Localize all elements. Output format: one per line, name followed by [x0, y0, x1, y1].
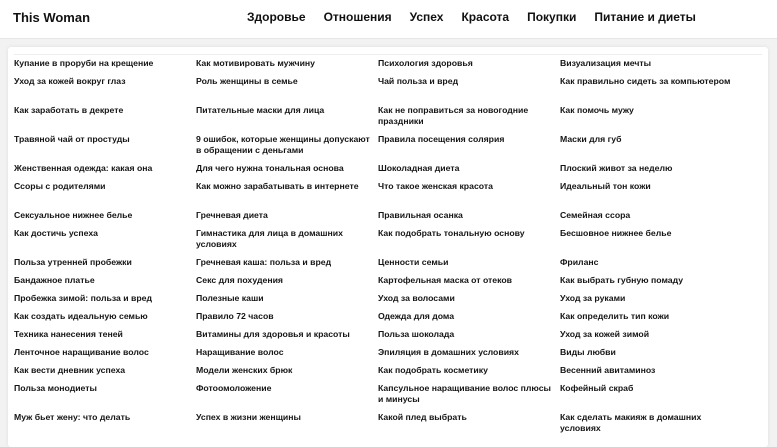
article-list-card: [8, 47, 768, 447]
article-link[interactable]: Капсульное наращивание волос плюсы и минусы: [378, 383, 551, 404]
site-logo[interactable]: This Woman: [13, 10, 91, 25]
article-link[interactable]: Уход за волосами: [378, 293, 455, 303]
article-link[interactable]: Гречневая диета: [196, 210, 268, 220]
article-link[interactable]: Ссоры с родителями: [14, 181, 106, 191]
article-link[interactable]: Эпиляция в домашних условиях: [378, 347, 519, 357]
article-link[interactable]: Роль женщины в семье: [196, 76, 298, 86]
article-link[interactable]: Психология здоровья: [378, 58, 473, 68]
main-nav: [247, 10, 714, 24]
article-link[interactable]: Правило 72 часов: [196, 311, 274, 321]
article-link[interactable]: Секс для похудения: [196, 275, 283, 285]
article-link[interactable]: Для чего нужна тональная основа: [196, 163, 344, 173]
article-link[interactable]: Как подобрать тональную основу: [378, 228, 525, 238]
article-link[interactable]: 9 ошибок, которые женщины допускают в обращении с деньгами: [196, 134, 370, 155]
article-link[interactable]: Уход за кожей зимой: [560, 329, 650, 339]
article-link[interactable]: Травяной чай от простуды: [14, 134, 130, 144]
article-link[interactable]: Наращивание волос: [196, 347, 284, 357]
article-link[interactable]: Картофельная маска от отеков: [378, 275, 513, 285]
article-link[interactable]: Как определить тип кожи: [560, 311, 670, 321]
article-link[interactable]: Витамины для здоровья и красоты: [196, 329, 350, 339]
article-link[interactable]: Семейная ссора: [560, 210, 631, 220]
article-link[interactable]: Фотоомоложение: [196, 383, 272, 393]
article-link[interactable]: Как заработать в декрете: [14, 105, 124, 115]
article-link[interactable]: Чай польза и вред: [378, 76, 459, 86]
article-link[interactable]: Ленточное наращивание волос: [14, 347, 149, 357]
article-grid: [14, 58, 742, 441]
article-link[interactable]: Маски для губ: [560, 134, 622, 144]
article-link[interactable]: Идеальный тон кожи: [560, 181, 651, 191]
article-link[interactable]: Муж бьет жену: что делать: [14, 412, 131, 422]
card-divider: [14, 54, 762, 55]
article-link[interactable]: Уход за руками: [560, 293, 626, 303]
site-header: [0, 0, 777, 39]
article-link[interactable]: Польза монодиеты: [14, 383, 97, 393]
article-link[interactable]: Как не поправиться за новогодние праздники: [378, 105, 529, 126]
article-link[interactable]: Плоский живот за неделю: [560, 163, 673, 173]
article-link[interactable]: Как сделать макияж в домашних условиях: [560, 412, 702, 433]
article-link[interactable]: Виды любви: [560, 347, 616, 357]
article-link[interactable]: Как помочь мужу: [560, 105, 634, 115]
article-link[interactable]: Как достичь успеха: [14, 228, 99, 238]
article-link[interactable]: Успех в жизни женщины: [196, 412, 301, 422]
article-link[interactable]: Полезные каши: [196, 293, 264, 303]
article-link[interactable]: Как можно зарабатывать в интернете: [196, 181, 359, 191]
article-link[interactable]: Какой плед выбрать: [378, 412, 467, 422]
article-link[interactable]: Женственная одежда: какая она: [14, 163, 153, 173]
nav-item-6[interactable]: Питание и диеты: [594, 10, 696, 24]
article-link[interactable]: Весенний авитаминоз: [560, 365, 656, 375]
nav-item-4[interactable]: Красота: [461, 10, 510, 24]
article-link[interactable]: Купание в проруби на крещение: [14, 58, 154, 68]
article-link[interactable]: Правила посещения солярия: [378, 134, 505, 144]
article-link[interactable]: Пробежка зимой: польза и вред: [14, 293, 153, 303]
article-link[interactable]: Бандажное платье: [14, 275, 95, 285]
article-link[interactable]: Как мотивировать мужчину: [196, 58, 316, 68]
article-link[interactable]: Гимнастика для лица в домашних условиях: [196, 228, 343, 249]
nav-item-5[interactable]: Покупки: [527, 10, 577, 24]
nav-item-3[interactable]: Успех: [409, 10, 444, 24]
article-link[interactable]: Кофейный скраб: [560, 383, 634, 393]
article-link[interactable]: Шоколадная диета: [378, 163, 460, 173]
article-link[interactable]: Как правильно сидеть за компьютером: [560, 76, 731, 86]
nav-item-1[interactable]: Здоровье: [247, 10, 306, 24]
article-link[interactable]: Как создать идеальную семью: [14, 311, 148, 321]
article-link[interactable]: Уход за кожей вокруг глаз: [14, 76, 126, 86]
article-link[interactable]: Питательные маски для лица: [196, 105, 325, 115]
article-link[interactable]: Визуализация мечты: [560, 58, 652, 68]
article-link[interactable]: Правильная осанка: [378, 210, 463, 220]
article-link[interactable]: Фриланс: [560, 257, 599, 267]
article-link[interactable]: Ценности семьи: [378, 257, 449, 267]
article-link[interactable]: Гречневая каша: польза и вред: [196, 257, 332, 267]
article-link[interactable]: Что такое женская красота: [378, 181, 493, 191]
article-link[interactable]: Одежда для дома: [378, 311, 455, 321]
article-link[interactable]: Польза утренней пробежки: [14, 257, 132, 267]
article-link[interactable]: Как подобрать косметику: [378, 365, 488, 375]
article-link[interactable]: Польза шоколада: [378, 329, 455, 339]
nav-item-2[interactable]: Отношения: [323, 10, 392, 24]
article-link[interactable]: Как вести дневник успеха: [14, 365, 126, 375]
article-link[interactable]: Модели женских брюк: [196, 365, 293, 375]
article-link[interactable]: Сексуальное нижнее белье: [14, 210, 133, 220]
article-link[interactable]: Как выбрать губную помаду: [560, 275, 684, 285]
article-link[interactable]: Бесшовное нижнее белье: [560, 228, 672, 238]
article-link[interactable]: Техника нанесения теней: [14, 329, 123, 339]
